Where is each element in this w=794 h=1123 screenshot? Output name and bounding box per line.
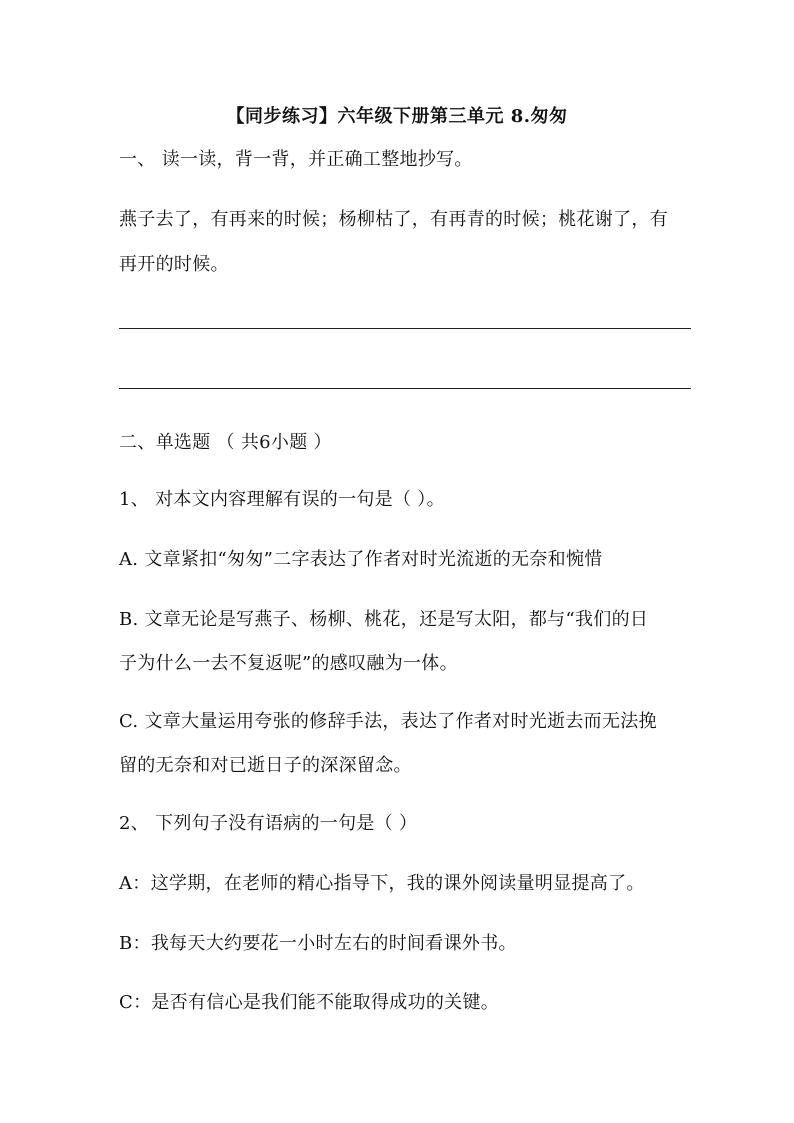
passage-line-2: 再开的时候。 xyxy=(119,254,229,275)
section1-heading: 一、 读一读，背一背，并正确工整地抄写。 xyxy=(119,149,473,170)
question-1-option-b-line-1: B. 文章无论是写燕子、杨柳、桃花，还是写太阳，都与“我们的日 xyxy=(119,609,649,630)
passage-line-1: 燕子去了，有再来的时候；杨柳枯了，有再青的时候；桃花谢了，有 xyxy=(119,209,668,230)
question-1-option-b-line-2: 子为什么一去不复返呢”的感叹融为一体。 xyxy=(119,653,458,674)
question-2-option-c: C：是否有信心是我们能不能取得成功的关键。 xyxy=(119,992,500,1013)
question-2-option-a: A：这学期，在老师的精心指导下，我的课外阅读量明显提高了。 xyxy=(119,873,645,894)
page-title: 【同步练习】六年级下册第三单元 8.匆匆 xyxy=(226,106,568,127)
question-1-option-c-line-1: C. 文章大量运用夸张的修辞手法，表达了作者对时光逝去而无法挽 xyxy=(119,711,657,732)
question-2-option-b: B：我每天大约要花一小时左右的时间看课外书。 xyxy=(119,933,517,954)
question-1-stem: 1、 对本文内容理解有误的一句是（ ）。 xyxy=(119,489,445,510)
copy-writing-line-1 xyxy=(119,328,691,329)
question-1-option-c-line-2: 留的无奈和对已逝日子的深深留念。 xyxy=(119,755,412,776)
copy-writing-line-2 xyxy=(119,388,691,389)
question-2-stem: 2、 下列句子没有语病的一句是（ ） xyxy=(119,813,418,834)
section2-heading: 二、单选题 （ 共6小题 ） xyxy=(119,432,332,453)
question-1-option-a: A. 文章紧扣“匆匆”二字表达了作者对时光流逝的无奈和惋惜 xyxy=(119,549,603,570)
